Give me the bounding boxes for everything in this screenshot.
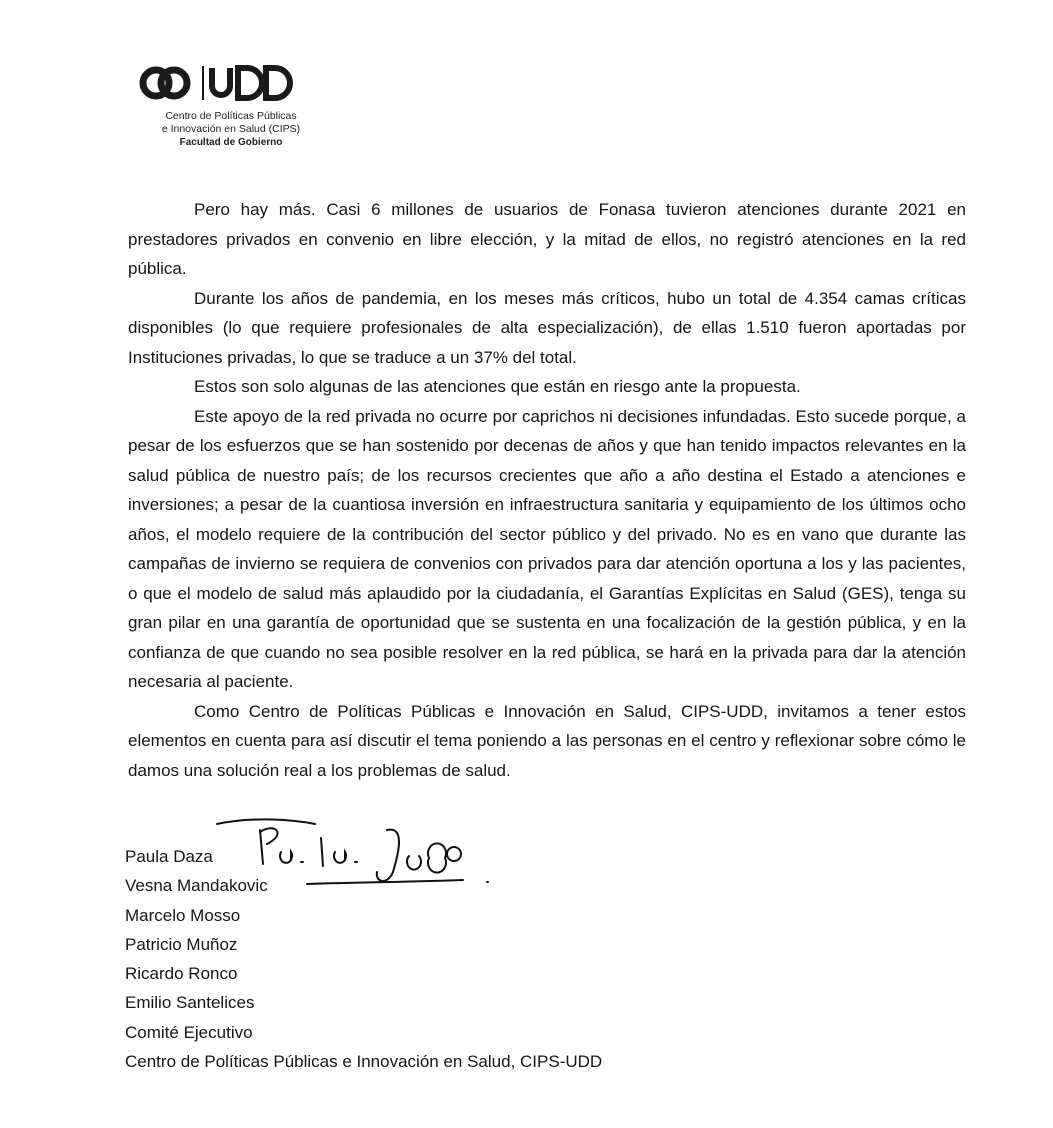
paragraph: Pero hay más. Casi 6 millones de usuarios de Fonasa tuvieron atenciones durante 2021 en prestadores privados en convenio en libre elección, y la mitad de ellos, no registró atenciones en la red pública. bbox=[128, 200, 966, 278]
logo-caption bbox=[136, 110, 326, 149]
letter-body bbox=[128, 195, 966, 785]
organization-label: Centro de Políticas Públicas e Innovación en Salud, CIPS-UDD bbox=[125, 1052, 603, 1072]
signer-name: Marcelo Mosso bbox=[125, 905, 241, 925]
paragraph: Como Centro de Políticas Públicas e Innovación en Salud, CIPS-UDD, invitamos a tener estos elementos en cuenta para así discutir el tema poniendo a las personas en el centro y reflexionar sobre cómo le damos una solución real a los problemas de salud. bbox=[128, 701, 966, 780]
paragraph: Este apoyo de la red privada no ocurre por caprichos ni decisiones infundadas. Esto sucede porque, a pesar de los esfuerzos que se han sostenido por decenas de años y que han tenido impactos relevantes en la salud pública de nuestro país; de los recursos crecientes que año a año destina el Estado a atenciones e inversiones; a pesar de la cuantiosa inversión en infraestructura sanitaria y equipamiento de los últimos ocho años, el modelo requiere de la contribución del sector público y del privado. No es en vano que durante las campañas de invierno se requiera de convenios con privados para dar atención oportuna a los y las pacientes, o que el modelo de salud más aplaudido por la ciudadanía, el Garantías Explícitas en Salud (GES), tenga su gran pilar en una garantía de oportunidad que se sustenta en una focalización de la gestión pública, y en la confianza de que cuando no sea posible resolver en la red pública, se hará en la privada para dar la atención necesaria al paciente. bbox=[128, 406, 966, 691]
paragraph: Estos son solo algunas de las atenciones que están en riesgo ante la propuesta. bbox=[194, 377, 801, 396]
signer-name: Patricio Muñoz bbox=[125, 934, 238, 954]
signer-name: Paula Daza bbox=[125, 847, 213, 866]
signer-name: Ricardo Ronco bbox=[125, 964, 238, 984]
committee-label: Comité Ejecutivo bbox=[125, 1022, 253, 1042]
signers-block bbox=[125, 842, 602, 1076]
cips-udd-logo bbox=[136, 60, 326, 148]
logo-caption-line: Centro de Políticas Públicas bbox=[165, 110, 297, 122]
paragraph: Durante los años de pandemia, en los meses más críticos, hubo un total de 4.354 camas críticas disponibles (lo que requiere profesionales de alta especialización), de ellas 1.510 fueron aportadas por Instituciones privadas, lo que se traduce a un 37% del total. bbox=[128, 288, 966, 367]
faculty-label: Facultad de Gobierno bbox=[179, 137, 283, 148]
logo-caption-line: e Innovación en Salud (CIPS) bbox=[161, 123, 301, 135]
signer-name: Emilio Santelices bbox=[125, 993, 255, 1013]
signer-name: Vesna Mandakovic bbox=[125, 876, 268, 896]
udd-logo-icon bbox=[136, 60, 326, 106]
